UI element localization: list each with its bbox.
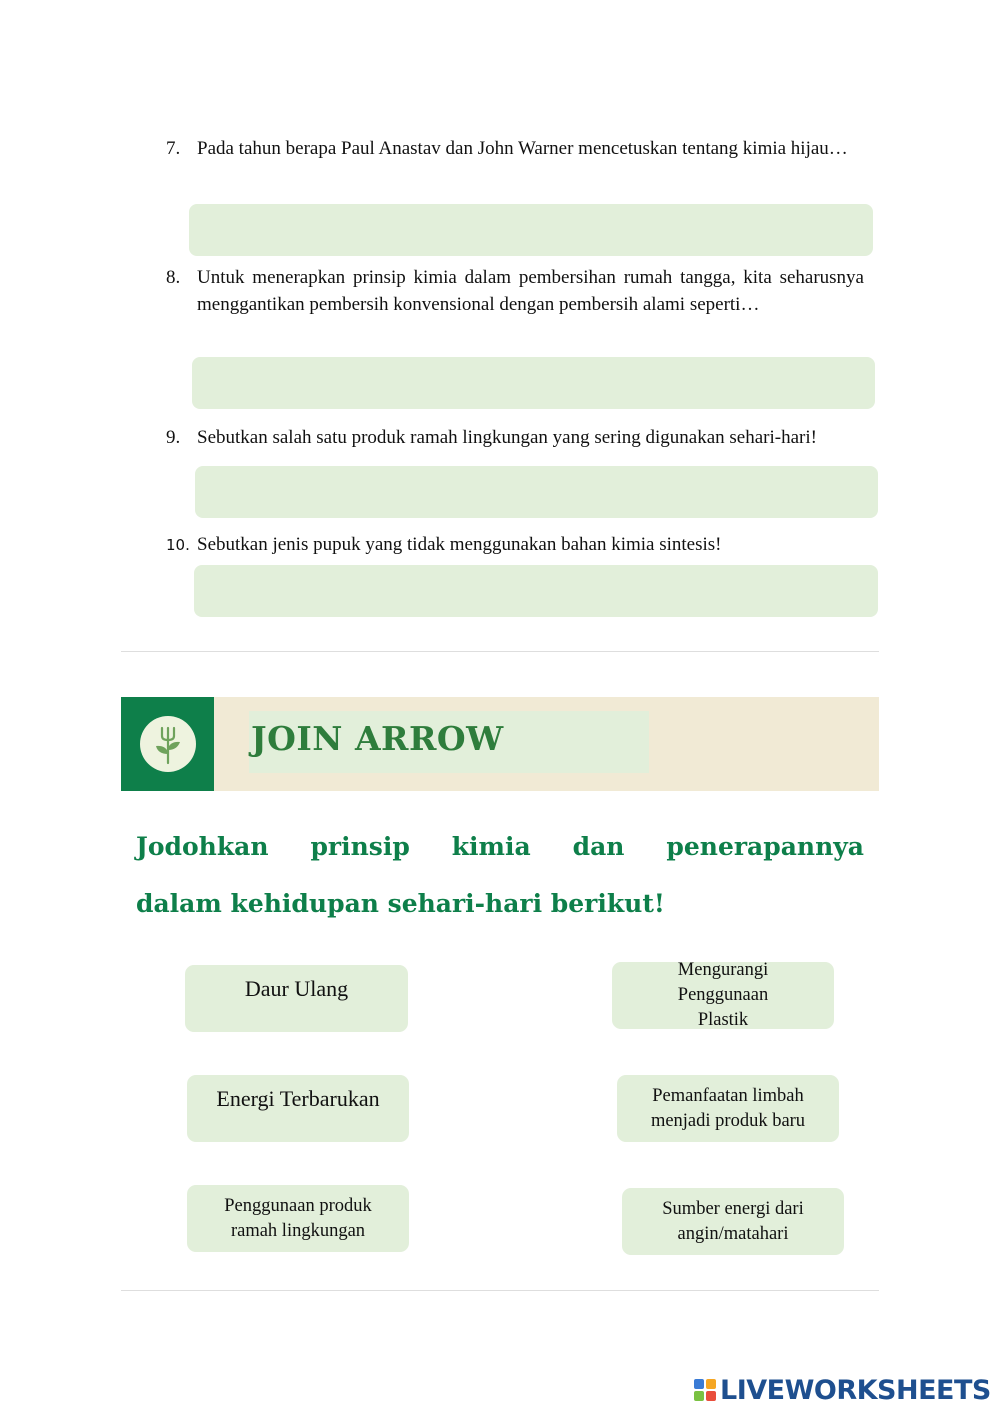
- logo-text: LIVEWORKSHEETS: [720, 1374, 991, 1406]
- question-number: 9.: [166, 427, 181, 448]
- match-right-3[interactable]: Sumber energi dari angin/matahari: [622, 1188, 844, 1255]
- question-number: 10.: [166, 536, 190, 554]
- answer-input-10[interactable]: [194, 565, 878, 617]
- divider: [121, 651, 879, 652]
- question-8: [166, 264, 864, 318]
- question-text: Untuk menerapkan prinsip kimia dalam pembersihan rumah tangga, kita seharusnya menggantikan pembersih konvensional dengan pembersih alami seperti…: [197, 267, 864, 315]
- answer-input-9[interactable]: [195, 466, 878, 518]
- question-10: [166, 531, 864, 558]
- instruction-line-1: Jodohkan prinsip kimia dan penerapannya: [136, 832, 864, 861]
- match-left-2[interactable]: Energi Terbarukan: [187, 1075, 409, 1142]
- question-text: Sebutkan jenis pupuk yang tidak menggunakan bahan kimia sintesis!: [197, 534, 722, 555]
- question-number: 8.: [166, 267, 181, 288]
- answer-input-8[interactable]: [192, 357, 875, 409]
- divider: [121, 1290, 879, 1291]
- match-left-1[interactable]: Daur Ulang: [185, 965, 408, 1032]
- instruction-line-2: dalam kehidupan sehari-hari berikut!: [136, 889, 665, 918]
- plant-icon: [140, 716, 196, 772]
- question-number: 7.: [166, 138, 181, 159]
- banner-icon-block: [121, 697, 214, 791]
- liveworksheets-logo[interactable]: [694, 1374, 991, 1406]
- match-left-3[interactable]: Penggunaan produk ramah lingkungan: [187, 1185, 409, 1252]
- question-text: Sebutkan salah satu produk ramah lingkungan yang sering digunakan sehari-hari!: [197, 427, 817, 448]
- section-title: JOIN ARROW: [251, 719, 504, 758]
- match-right-1[interactable]: Mengurangi Penggunaan Plastik: [612, 962, 834, 1029]
- logo-blocks-icon: [694, 1379, 716, 1401]
- match-right-2[interactable]: Pemanfaatan limbah menjadi produk baru: [617, 1075, 839, 1142]
- question-text: Pada tahun berapa Paul Anastav dan John Warner mencetuskan tentang kimia hijau…: [197, 138, 848, 159]
- question-7: [166, 132, 864, 166]
- section-banner: [121, 697, 879, 791]
- question-9: [166, 424, 864, 451]
- answer-input-7[interactable]: [189, 204, 873, 256]
